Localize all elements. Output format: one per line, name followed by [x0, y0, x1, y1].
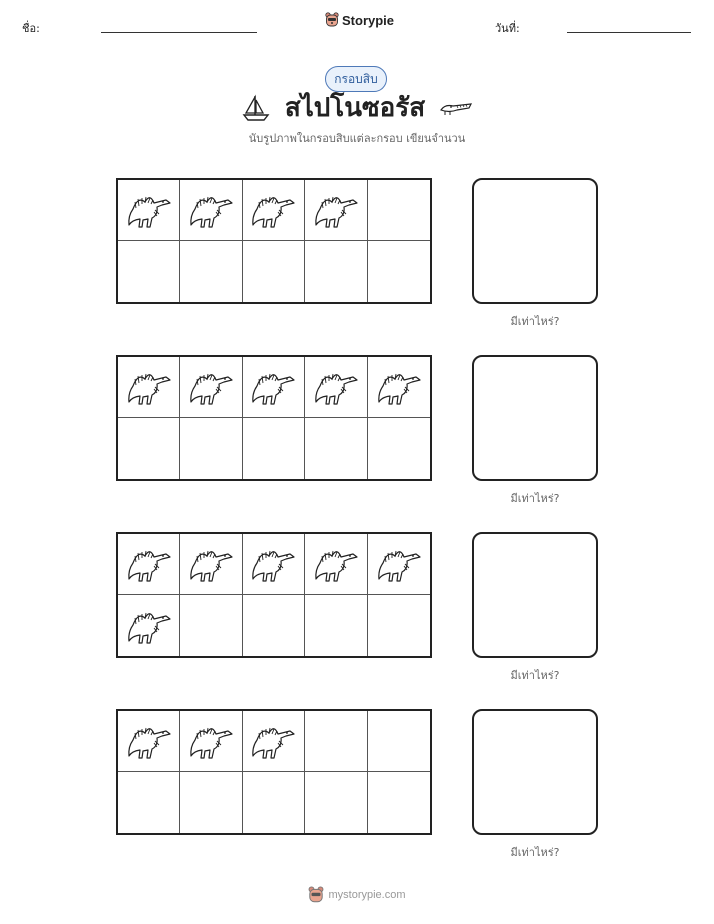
answer-prompt-2: มีเท่าไหร่?: [510, 492, 560, 505]
ten-frame-1: [116, 178, 432, 304]
frame-cell: [305, 772, 367, 833]
spinosaurus-icon: [313, 189, 359, 231]
frame-cell: [368, 711, 430, 772]
spinosaurus-icon: [313, 366, 359, 408]
spinosaurus-icon: [126, 543, 172, 585]
frame-cell: [180, 772, 242, 833]
spinosaurus-icon: [376, 543, 422, 585]
brand-name: Storypie: [342, 12, 395, 28]
ten-frame-4: [116, 709, 432, 835]
frame-cell: [368, 180, 430, 241]
frame-cell: [243, 772, 305, 833]
frame-cell: [368, 418, 430, 479]
frame-cell: [118, 180, 180, 241]
frame-cell: [118, 418, 180, 479]
mascot-icon: [308, 886, 324, 904]
spinosaurus-icon: [126, 720, 172, 762]
ten-frame-2: [116, 355, 432, 481]
frame-cell: [243, 595, 305, 656]
answer-prompt-4: มีเท่าไหร่?: [510, 846, 560, 859]
footer-url: mystorypie.com: [328, 889, 406, 901]
spinosaurus-icon: [126, 366, 172, 408]
answer-box-1[interactable]: [472, 178, 598, 304]
frame-cell: [368, 772, 430, 833]
frame-cell: [368, 357, 430, 418]
name-field[interactable]: [101, 32, 257, 33]
answer-prompt-3: มีเท่าไหร่?: [510, 669, 560, 682]
frame-cell: [305, 711, 367, 772]
frame-cell: [180, 180, 242, 241]
name-label: ชื่อ:: [22, 22, 40, 35]
frame-cell: [368, 534, 430, 595]
frame-cell: [305, 241, 367, 302]
footer: [0, 886, 714, 904]
spinosaurus-icon: [376, 366, 422, 408]
frame-cell: [118, 357, 180, 418]
page-title: สไปโนซอรัส: [284, 93, 426, 123]
spinosaurus-icon: [188, 720, 234, 762]
spinosaurus-icon: [188, 189, 234, 231]
frame-cell: [368, 241, 430, 302]
title-row: [0, 90, 714, 126]
worksheet-type-badge: กรอบสิบ: [325, 66, 387, 92]
instructions: นับรูปภาพในกรอบสิบแต่ละกรอบ เขียนจำนวน: [248, 132, 466, 145]
frame-cell: [180, 711, 242, 772]
brand-logo: [325, 12, 394, 28]
frame-cell: [243, 711, 305, 772]
spinosaurus-icon: [188, 543, 234, 585]
frame-cell: [243, 180, 305, 241]
frame-cell: [243, 357, 305, 418]
frame-cell: [118, 534, 180, 595]
frame-cell: [118, 241, 180, 302]
frame-cell: [368, 595, 430, 656]
crocodile-icon: [439, 98, 473, 118]
spinosaurus-icon: [313, 543, 359, 585]
frame-cell: [305, 418, 367, 479]
mascot-icon: [325, 12, 339, 28]
ten-frame-3: [116, 532, 432, 658]
frame-cell: [305, 357, 367, 418]
answer-prompt-1: มีเท่าไหร่?: [510, 315, 560, 328]
frame-cell: [243, 534, 305, 595]
date-label: วันที่:: [495, 22, 520, 35]
spinosaurus-icon: [188, 366, 234, 408]
frame-cell: [180, 595, 242, 656]
spinosaurus-icon: [250, 189, 296, 231]
spinosaurus-icon: [126, 189, 172, 231]
frame-cell: [305, 595, 367, 656]
answer-box-4[interactable]: [472, 709, 598, 835]
frame-cell: [118, 772, 180, 833]
spinosaurus-icon: [126, 605, 172, 647]
frame-cell: [243, 241, 305, 302]
frame-cell: [118, 595, 180, 656]
answer-box-3[interactable]: [472, 532, 598, 658]
frame-cell: [180, 534, 242, 595]
frame-cell: [180, 357, 242, 418]
frame-cell: [180, 241, 242, 302]
frame-cell: [305, 534, 367, 595]
sailboat-icon: [241, 93, 271, 123]
answer-box-2[interactable]: [472, 355, 598, 481]
date-field[interactable]: [567, 32, 691, 33]
frame-cell: [118, 711, 180, 772]
frame-cell: [180, 418, 242, 479]
spinosaurus-icon: [250, 543, 296, 585]
frame-cell: [305, 180, 367, 241]
spinosaurus-icon: [250, 366, 296, 408]
frame-cell: [243, 418, 305, 479]
spinosaurus-icon: [250, 720, 296, 762]
